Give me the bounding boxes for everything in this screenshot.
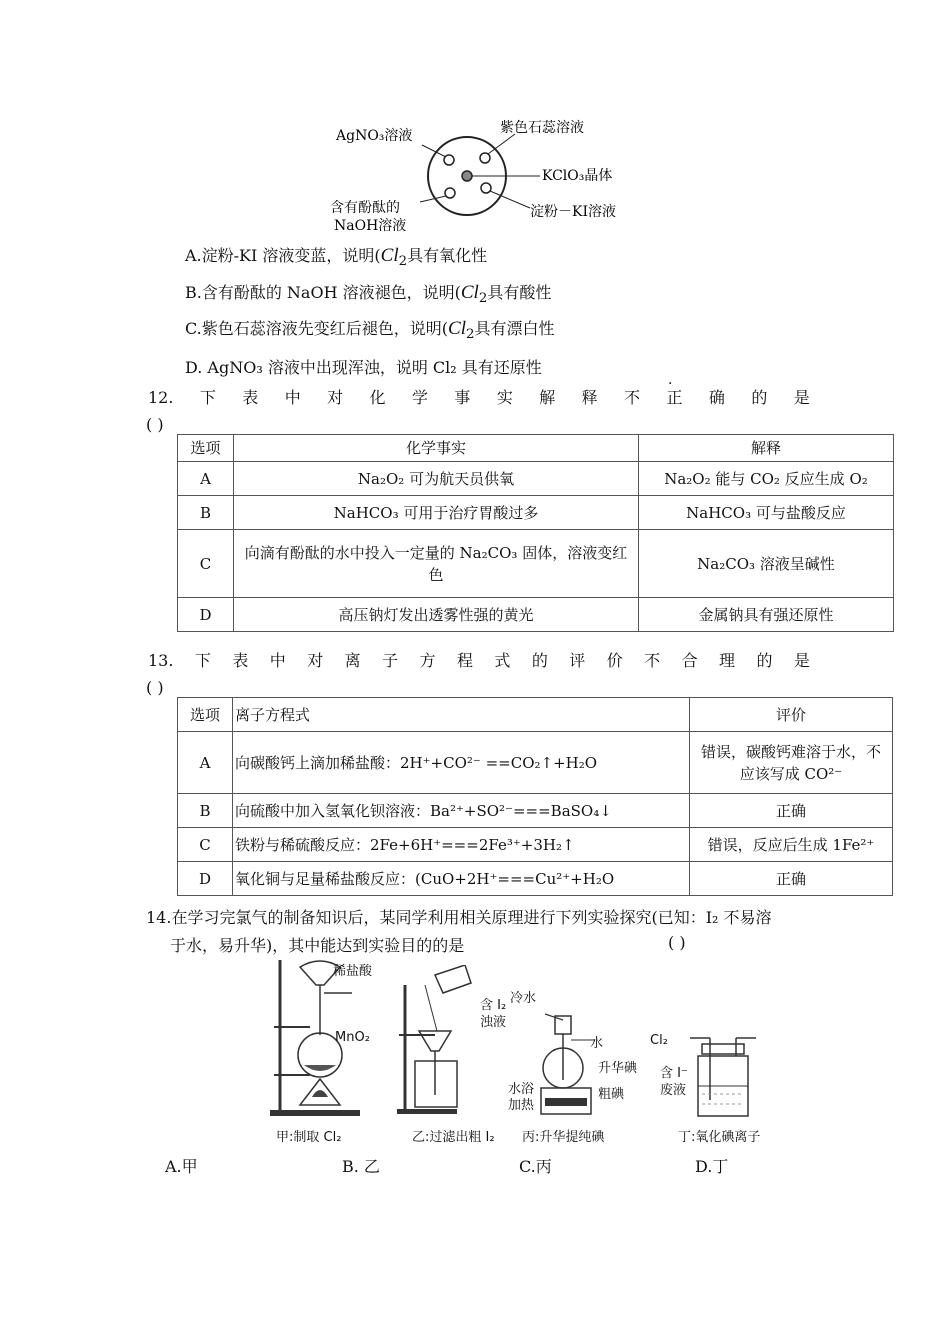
q14-option-c[interactable]: C.丙 [519, 1157, 552, 1176]
label-mno2: MnO₂ [335, 1030, 370, 1045]
table-row: C 向滴有酚酞的水中投入一定量的 Na₂CO₃ 固体，溶液变红色 Na₂CO₃ 溶液呈碱性 [178, 530, 894, 598]
label-bath-1: 水浴 [508, 1082, 535, 1097]
well-center [462, 171, 472, 181]
q14-option-d[interactable]: D.丁 [695, 1157, 729, 1176]
label-yi: 乙:过滤出粗 I₂ [412, 1130, 495, 1145]
q11-option-c[interactable]: C.紫色石蕊溶液先变红后褪色，说明($Cl_2$具有漂白性 [185, 318, 555, 343]
label-crude: 粗碘 [598, 1087, 625, 1102]
q12-stem: 12. 下 表 中 对 化 学 事 实 解 释 不 正 确 的 是 [148, 388, 810, 407]
label-ding: 丁:氧化碘离子 [678, 1130, 761, 1145]
label-i2-1: 含 I₂ [480, 998, 507, 1013]
table-row: A 向碳酸钙上滴加稀盐酸：2H⁺+CO²⁻ ==CO₂↑+H₂O 错误，碳酸钙难溶于水，不应该写成 CO²⁻ [178, 732, 893, 794]
q12-table [177, 434, 894, 632]
label-phenol-2: NaOH溶液 [334, 218, 407, 234]
label-water: 水 [590, 1036, 604, 1051]
q11-option-d[interactable]: D. AgNO₃ 溶液中出现浑浊，说明 Cl₂ 具有还原性 [185, 358, 542, 377]
q11-diagram [320, 110, 640, 240]
table-header-row: 选项 离子方程式 评价 [178, 698, 893, 732]
label-waste-2: 废液 [660, 1083, 687, 1098]
q14-stem-line2: 于水，易升华)，其中能达到实验目的的是 [170, 936, 465, 955]
table-row: B 向硫酸中加入氢氧化钡溶液：Ba²⁺+SO²⁻===BaSO₄↓ 正确 [178, 794, 893, 828]
table-header-row: 选项 化学事实 解释 [178, 435, 894, 462]
apparatus-yi [395, 965, 475, 1115]
well-bottomleft [445, 188, 455, 198]
label-jia: 甲:制取 Cl₂ [276, 1130, 342, 1145]
q11-option-b[interactable]: B.含有酚酞的 NaOH 溶液褪色，说明($Cl_2$具有酸性 [185, 282, 552, 307]
label-bing: 丙:升华提纯碘 [522, 1130, 605, 1145]
label-waste-1: 含 I⁻ [660, 1066, 688, 1081]
q14-option-a[interactable]: A.甲 [165, 1157, 198, 1176]
well-topright [480, 153, 490, 163]
q14-answer-paren[interactable]: ( ) [668, 933, 686, 952]
q14-option-b[interactable]: B. 乙 [342, 1157, 380, 1176]
label-kclo3: KClO₃晶体 [542, 168, 613, 184]
q12-answer-paren[interactable]: ( ) [146, 415, 164, 434]
table-row: A Na₂O₂ 可为航天员供氧 Na₂O₂ 能与 CO₂ 反应生成 O₂ [178, 462, 894, 496]
label-starch: 淀粉－KI溶液 [530, 204, 616, 220]
label-cl2: Cl₂ [650, 1033, 668, 1048]
label-agno3: AgNO₃溶液 [336, 128, 413, 144]
q13-table [177, 697, 893, 896]
apparatus-jia [260, 955, 390, 1120]
label-hcl: 稀盐酸 [333, 964, 373, 979]
table-row: B NaHCO₃ 可用于治疗胃酸过多 NaHCO₃ 可与盐酸反应 [178, 496, 894, 530]
label-bath-2: 加热 [508, 1098, 535, 1113]
well-bottomright [481, 183, 491, 193]
q11-option-a[interactable]: A.淀粉-KI 溶液变蓝，说明($Cl_2$具有氧化性 [185, 245, 488, 270]
q14-stem-line1: 14.在学习完氯气的制备知识后，某同学利用相关原理进行下列实验探究(已知：I₂ 不易溶 [146, 908, 772, 927]
q13-stem: 13. 下 表 中 对 离 子 方 程 式 的 评 价 不 合 理 的 是 [148, 651, 810, 670]
label-phenol-1: 含有酚酞的 [330, 200, 400, 216]
table-row: D 高压钠灯发出透雾性强的黄光 金属钠具有强还原性 [178, 598, 894, 632]
table-row: D 氧化铜与足量稀盐酸反应：(CuO+2H⁺===Cu²⁺+H₂O 正确 [178, 862, 893, 896]
table-row: C 铁粉与稀硫酸反应：2Fe+6H⁺===2Fe³⁺+3H₂↑ 错误，反应后生成 1Fe²⁺ [178, 828, 893, 862]
emphasis-dot: · [668, 376, 673, 392]
label-cold-water: 冷水 [510, 991, 537, 1006]
label-sublime: 升华碘 [598, 1061, 638, 1076]
label-i2-2: 浊液 [480, 1015, 507, 1030]
q13-answer-paren[interactable]: ( ) [146, 678, 164, 697]
apparatus-ding [690, 1030, 770, 1120]
label-litmus: 紫色石蕊溶液 [500, 120, 584, 136]
